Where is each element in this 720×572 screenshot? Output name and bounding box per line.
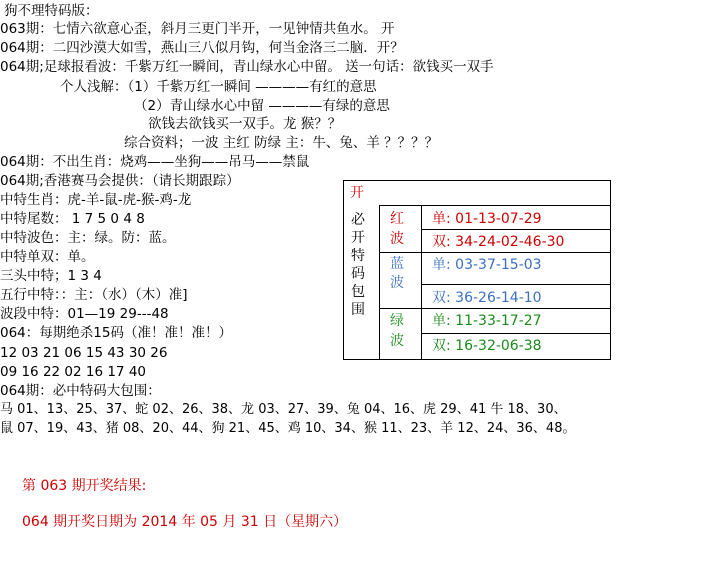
divider — [421, 229, 610, 230]
text-line: 064期;足球报看波：千紫万红一瞬间，青山绿水心中留。 送一句话：欲钱买一双手 — [0, 59, 494, 75]
text-line: 12 03 21 06 15 43 30 26 — [0, 345, 168, 361]
text-line: 中特尾数： 1 7 5 0 4 8 — [0, 211, 145, 227]
parity-label: 双: — [432, 338, 451, 354]
table-row — [432, 312, 542, 330]
text-line: 064：每期绝杀15码（准！准！准！） — [0, 325, 232, 341]
divider — [379, 252, 610, 253]
text-line: 波段中特：01—19 29---48 — [0, 306, 169, 322]
text-line: 欲钱去欲钱买一双手。龙 猴？？ — [148, 116, 342, 132]
number-list: 36-26-14-10 — [455, 290, 542, 306]
blue-wave-label: 波 — [390, 275, 404, 291]
table-row — [432, 210, 542, 228]
side-char: 开 — [351, 230, 365, 246]
divider — [421, 333, 610, 334]
blue-wave-label: 蓝 — [390, 256, 404, 272]
text-line: 064期：不出生肖：烧鸡——坐狗——吊马——禁鼠 — [0, 154, 310, 170]
text-line: 马 01、13、25、37、蛇 02、26、38、龙 03、27、39、兔 04、16、虎 29、41 牛 18、30、 — [0, 402, 567, 417]
parity-label: 双: — [432, 290, 451, 306]
text-line: （2）青山绿水心中留 ————有绿的意思 — [134, 98, 390, 114]
parity-label: 单: — [432, 211, 451, 227]
text-line: 中特波色：主：绿。防：蓝。 — [0, 230, 176, 246]
text-line: 064期：二四沙漠大如雪，燕山三八似月钩，何当金洛三二脑．开？ — [0, 40, 404, 56]
divider — [379, 205, 380, 360]
parity-label: 双: — [432, 234, 451, 250]
text-line: 09 16 22 02 16 17 40 — [0, 364, 146, 380]
green-wave-label: 波 — [390, 333, 404, 349]
side-char: 包 — [351, 284, 365, 300]
text-line: 中特生肖：虎-羊-鼠-虎-猴-鸡-龙 — [0, 192, 192, 208]
text-line: 三头中特；1 3 4 — [0, 268, 102, 284]
kai-label: 开 — [350, 185, 364, 201]
parity-label: 单: — [432, 313, 451, 329]
side-char: 特 — [351, 248, 365, 264]
text-line: 064期;香港赛马会提供：（请长期跟踪） — [0, 173, 240, 189]
red-wave-label: 红 — [390, 211, 404, 227]
table-row — [432, 337, 542, 355]
number-list: 03-37-15-03 — [455, 257, 542, 273]
text-line: 063期：七情六欲意心歪，斜月三更门半开，一见钟情共鱼水。 开 — [0, 21, 395, 37]
green-wave-label: 绿 — [390, 313, 404, 329]
text-line: 综合资料；一波 主红 防绿 主：牛、兔、羊 ？？？？ — [124, 135, 439, 151]
divider — [379, 308, 610, 309]
title-line: 狗不理特码版： — [4, 3, 99, 19]
red-wave-label: 波 — [390, 231, 404, 247]
result-063: 第 063 期开奖结果: — [22, 478, 147, 494]
table-row — [432, 256, 542, 274]
number-list: 01-13-07-29 — [455, 211, 542, 227]
side-char: 围 — [351, 302, 365, 318]
text-line: 五行中特：：主：（水）（木）准] — [0, 287, 188, 303]
side-char: 必 — [351, 212, 365, 228]
table-row — [432, 289, 542, 307]
number-list: 16-32-06-38 — [455, 338, 542, 354]
number-list: 34-24-02-46-30 — [455, 234, 565, 250]
text-line: 064期：必中特码大包围： — [0, 383, 161, 399]
text-line: 鼠 07、19、43、猪 08、20、44、狗 21、45、鸡 10、34、猴 11、23、羊 12、24、36、48。 — [0, 421, 576, 436]
draw-date-064: 064 期开奖日期为 2014 年 05 月 31 日（星期六） — [22, 514, 348, 530]
text-line: 中特单双：单。 — [0, 249, 95, 265]
side-char: 码 — [351, 266, 365, 282]
number-list: 11-33-17-27 — [455, 313, 542, 329]
divider — [421, 284, 610, 285]
divider — [379, 205, 610, 206]
parity-label: 单: — [432, 257, 451, 273]
text-line: 个人浅解：（1）千紫万红一瞬间 ————有红的意思 — [60, 79, 377, 95]
table-row — [432, 233, 564, 251]
special-code-box — [343, 180, 611, 360]
